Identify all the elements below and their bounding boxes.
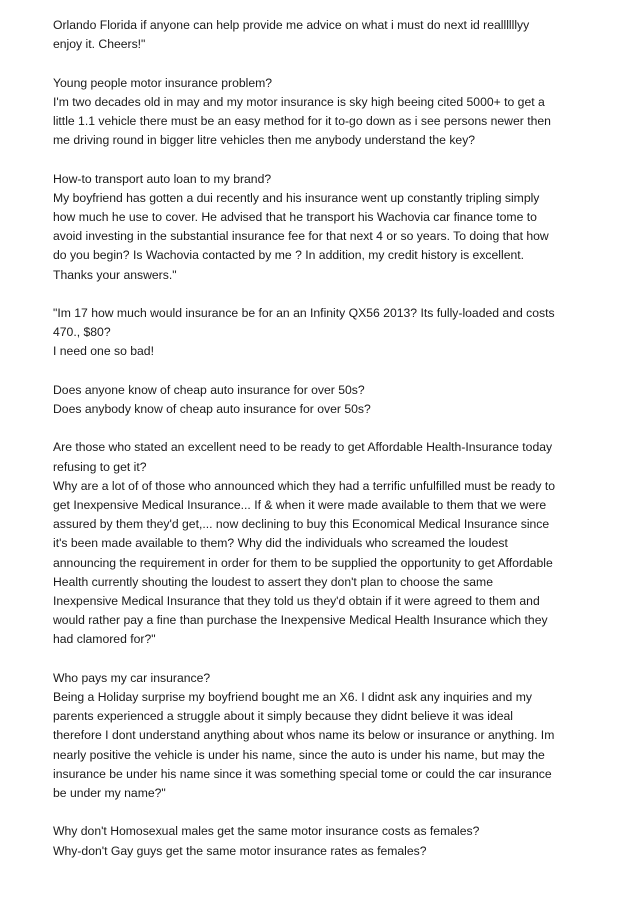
paragraph-affordable-health [53,438,593,649]
text-line: would rather pay a fine than purchase the Inexpensive Medical Health Insurance which they [53,613,548,628]
text-line: assured by them they'd get,... now declining to buy this Economical Medical Insurance since [53,517,550,532]
text-line: refusing to get it? [53,459,147,474]
text-line: had clamored for?" [53,632,156,647]
text-line: Orlando Florida if anyone can help provide me advice on what i must do next id reallllllyy [53,18,530,32]
text-line: I'm two decades old in may and my motor insurance is sky high beeing cited 5000+ to get a [53,94,545,109]
text-line: "Im 17 how much would insurance be for an an Infinity QX56 2013? Its fully-loaded and costs [53,306,555,320]
text-line: get Inexpensive Medical Insurance... If & when it were made available to them that we were [53,498,547,512]
text-line: Health currently shouting the loudest to assert they don't plan to choose the same [53,574,493,589]
question-heading: Are those who stated an excellent need to be ready to get Affordable Health-Insurance today [53,440,553,455]
text-line: Does anybody know of cheap auto insurance for over 50s? [53,402,371,416]
question-heading: Young people motor insurance problem? [53,75,273,90]
question-heading: How-to transport auto loan to my brand? [53,171,272,186]
text-line: My boyfriend has gotten a dui recently and his insurance went up constantly tripling simply [53,190,540,205]
text-line: parents experienced a struggle about it simply because they didnt believe it was ideal [53,709,514,724]
paragraph-over-50s [53,381,593,419]
text-line: avoid investing in the substantial insurance fee for that next 4 or so years. To doing that how [53,229,549,244]
question-heading: Why don't Homosexual males get the same motor insurance costs as females? [53,824,480,839]
text-line: enjoy it. Cheers!" [53,37,146,52]
text-line: insurance be under his name since it was something special tome or could the car insurance [53,766,552,781]
text-line: Why-don't Gay guys get the same motor insurance rates as females? [53,843,427,858]
question-heading: Does anyone know of cheap auto insurance for over 50s? [53,382,365,397]
text-line: it's been made available to them? Why did the individuals who screamed the loudest [53,536,508,551]
paragraph-infinity-qx56 [53,304,593,362]
text-line: do you begin? Is Wachovia contacted by me ? In addition, my credit history is excellent. [53,248,525,263]
text-line: little 1.1 vehicle there must be an easy method for it to-go down as i see persons newer then [53,114,551,128]
text-line: Why are a lot of of those who announced which they had a terrific unfulfilled must be ready to [53,478,556,493]
paragraph-young-people-insurance [53,74,593,151]
paragraph-transport-auto-loan [53,170,593,285]
text-line: nearly positive the vehicle is under his name, since the auto is under his name, but may the [53,747,545,762]
question-heading: Who pays my car insurance? [53,670,211,685]
document-page [53,16,593,861]
text-line: therefore I dont understand anything about whos name its below or insurance or anything. Im [53,728,555,743]
paragraph-who-pays [53,669,593,803]
paragraph-motor-insurance-costs [53,822,593,860]
text-line: be under my name?" [53,786,166,801]
text-line: 470., $80? [53,325,111,340]
text-line: Being a Holiday surprise my boyfriend bought me an X6. I didnt ask any inquiries and my [53,690,532,705]
text-line: Thanks your answers." [53,267,177,282]
text-line: Inexpensive Medical Insurance that they told us they'd obtain if it were agreed to them and [53,594,540,609]
text-line: me driving round in bigger litre vehicles then me anybody understand the key? [53,133,476,148]
paragraph-orlando-advice [53,16,593,54]
text-line: how much he use to cover. He advised that he transport his Wachovia car finance tome to [53,210,537,224]
text-line: I need one so bad! [53,344,154,359]
text-line: announcing the requirement in order for them to be supplied the opportunity to get Affordable [53,555,553,570]
